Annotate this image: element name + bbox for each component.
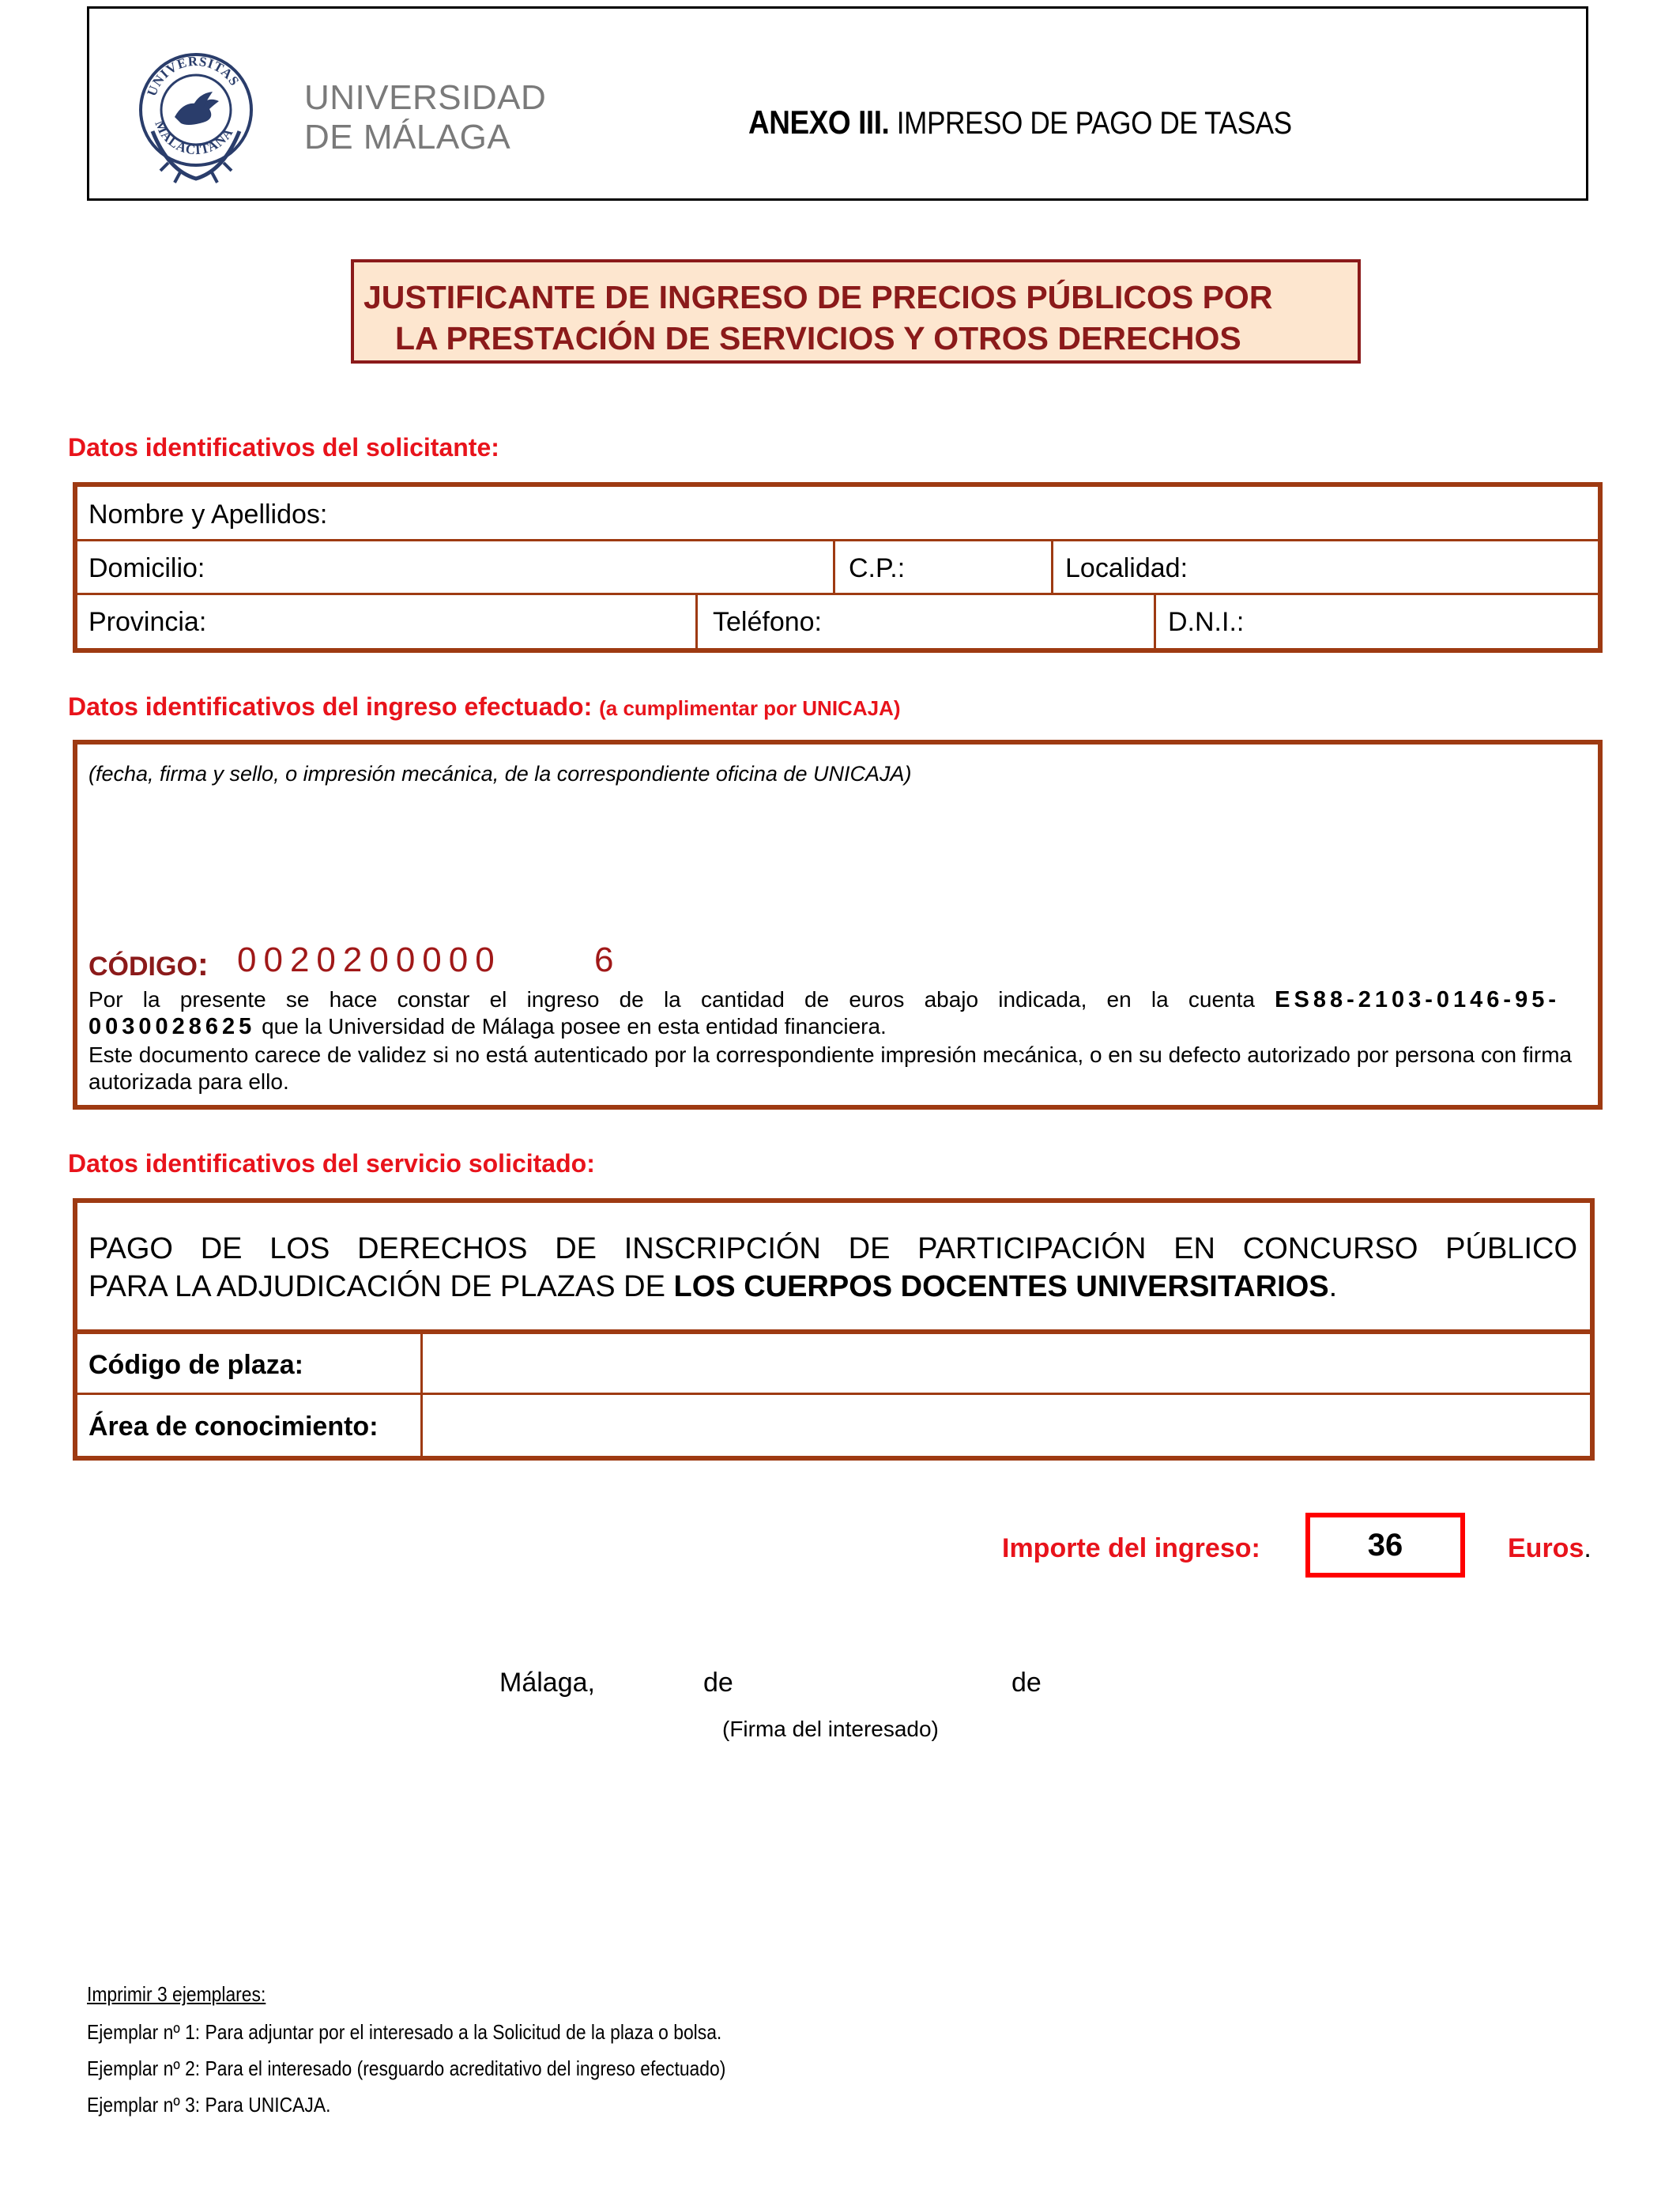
footer-item: Ejemplar nº 2: Para el interesado (resguardo acreditativo del ingreso efectuado) <box>87 2056 726 2080</box>
solicitante-section-title: Datos identificativos del solicitante: <box>68 433 499 462</box>
ingreso-title: Datos identificativos del ingreso efectuado: <box>68 692 593 721</box>
firma-de2: de <box>1011 1668 1042 1698</box>
importe-label: Importe del ingreso: <box>1002 1533 1260 1563</box>
document-banner <box>351 259 1361 364</box>
currency-period: . <box>1584 1533 1591 1563</box>
currency-label: Euros <box>1508 1533 1584 1563</box>
table-divider <box>833 539 835 594</box>
ingreso-paragraph1-line1 <box>89 986 1560 1013</box>
codigo-plaza-field[interactable] <box>427 1337 1588 1389</box>
telefono-field[interactable]: Teléfono: <box>713 607 822 637</box>
table-divider <box>695 593 698 653</box>
servicio-line2-start: PARA LA ADJUDICACIÓN DE PLAZAS DE <box>89 1270 674 1303</box>
firma-caption: (Firma del interesado) <box>722 1717 939 1741</box>
iban-part2: 0030028625 <box>89 1014 256 1039</box>
codigo-check-digit: 6 <box>594 941 614 979</box>
localidad-field[interactable]: Localidad: <box>1065 553 1188 583</box>
firma-city: Málaga, <box>499 1668 595 1698</box>
nombre-field[interactable]: Nombre y Apellidos: <box>89 499 328 530</box>
importe-currency <box>1508 1533 1591 1564</box>
ingreso-note: (fecha, firma y sello, o impresión mecánica, de la correspondiente oficina de UNICAJA) <box>89 762 912 786</box>
codigo-number: 0020200000 <box>237 941 502 979</box>
codigo-label <box>89 945 209 983</box>
university-seal-logo <box>137 44 255 190</box>
table-divider <box>73 539 1603 541</box>
para1-start: Por la presente se hace constar el ingreso de la cantidad de euros abajo indicada, en la cuenta <box>89 987 1255 1012</box>
university-name-line1: UNIVERSIDAD <box>304 78 547 117</box>
area-conocimiento-label: Área de conocimiento: <box>89 1412 379 1442</box>
area-conocimiento-field[interactable] <box>427 1397 1588 1456</box>
ingreso-paragraph1-line2 <box>89 1013 1560 1040</box>
table-divider <box>420 1334 423 1461</box>
ingreso-section-title <box>68 692 901 722</box>
ingreso-paragraph2: Este documento carece de validez si no está autenticado por la correspondiente impresión mecánica, o en su defecto autorizado por persona con firma autorizada para ello. <box>89 1042 1573 1094</box>
table-divider <box>73 1329 1595 1334</box>
importe-value: 36 <box>1305 1513 1465 1578</box>
table-divider <box>73 593 1603 595</box>
provincia-field[interactable]: Provincia: <box>89 607 207 637</box>
banner-line2: LA PRESTACIÓN DE SERVICIOS Y OTROS DERECHOS <box>395 320 1241 356</box>
anexo-title <box>748 104 1292 141</box>
servicio-line1: PAGO DE LOS DERECHOS DE INSCRIPCIÓN DE PARTICIPACIÓN EN CONCURSO PÚBLICO <box>89 1232 1577 1265</box>
codigo-plaza-label: Código de plaza: <box>89 1350 303 1380</box>
codigo-colon: : <box>197 945 209 982</box>
iban-part1: ES88-2103-0146-95- <box>1275 987 1560 1012</box>
servicio-line2-end: . <box>1328 1270 1338 1303</box>
servicio-line2-bold: LOS CUERPOS DOCENTES UNIVERSITARIOS <box>673 1270 1329 1303</box>
firma-de1: de <box>703 1668 733 1698</box>
banner-line1: JUSTIFICANTE DE INGRESO DE PRECIOS PÚBLICOS POR <box>363 279 1273 315</box>
ingreso-subtitle: (a cumplimentar por UNICAJA) <box>599 696 901 720</box>
svg-text:UNIVERSITAS: UNIVERSITAS <box>144 53 243 99</box>
footer-title: Imprimir 3 ejemplares: <box>87 1982 266 2006</box>
anexo-description: IMPRESO DE PAGO DE TASAS <box>889 106 1292 141</box>
anexo-number: ANEXO III. <box>748 104 890 141</box>
servicio-line2 <box>89 1268 1577 1306</box>
footer-item: Ejemplar nº 1: Para adjuntar por el interesado a la Solicitud de la plaza o bolsa. <box>87 2020 722 2044</box>
banner-title <box>363 277 1272 359</box>
table-divider <box>73 1393 1595 1395</box>
table-divider <box>1051 539 1053 594</box>
dni-field[interactable]: D.N.I.: <box>1168 607 1245 637</box>
servicio-section-title: Datos identificativos del servicio solicitado: <box>68 1149 595 1178</box>
university-name-line2: DE MÁLAGA <box>304 118 511 156</box>
servicio-description <box>89 1230 1577 1306</box>
header-box <box>87 6 1588 201</box>
university-name <box>304 78 546 157</box>
codigo-label-text: CÓDIGO <box>89 952 198 982</box>
domicilio-field[interactable]: Domicilio: <box>89 553 205 583</box>
para1-end: que la Universidad de Málaga posee en esta entidad financiera. <box>255 1014 887 1039</box>
table-divider <box>1154 593 1156 653</box>
cp-field[interactable]: C.P.: <box>849 553 906 583</box>
svg-text:MALACITANA: MALACITANA <box>152 118 236 158</box>
footer-item: Ejemplar nº 3: Para UNICAJA. <box>87 2093 331 2117</box>
